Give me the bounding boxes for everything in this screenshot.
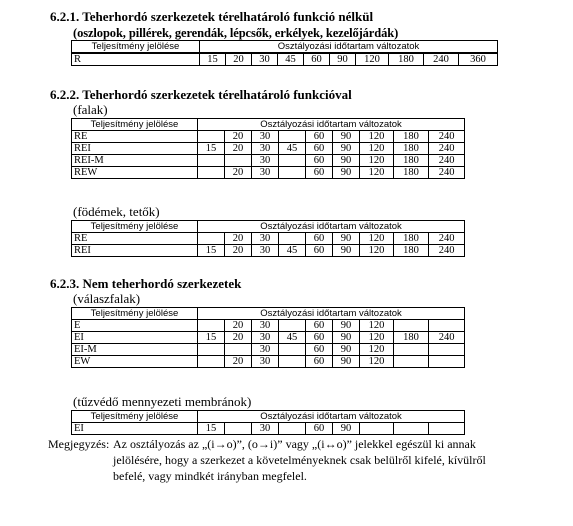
table-cell: 30 <box>252 233 279 245</box>
table-cell: 180 <box>394 143 429 155</box>
table-cell: 30 <box>252 332 279 344</box>
row-label: E <box>72 320 198 332</box>
table-cell: 20 <box>225 245 252 257</box>
table-cell: 120 <box>360 143 394 155</box>
table-cell: 20 <box>225 143 252 155</box>
header-duration-label: Osztályozási időtartam változatok <box>198 411 465 423</box>
table-cell: 120 <box>360 356 394 368</box>
table-cell: 90 <box>330 53 356 66</box>
row-label: REI-M <box>72 155 198 167</box>
table-cell: 20 <box>225 320 252 332</box>
table-cell: 120 <box>360 320 394 332</box>
table-cell: 45 <box>279 245 306 257</box>
note-line-1: Az osztályozás az „(i→o)”, (o→i)” vagy „(i↔o)” jelekkel egészül ki annak <box>113 437 476 451</box>
table-cell: 60 <box>306 155 333 167</box>
table-cell: 240 <box>429 143 465 155</box>
table-cell: 180 <box>394 131 429 143</box>
table-cell: 120 <box>360 167 394 179</box>
section-title-6-2-3: 6.2.3. Nem teherhordó szerkezetek <box>50 276 242 291</box>
table-cell <box>225 423 252 435</box>
table-cell: 45 <box>279 332 306 344</box>
table-cell <box>279 233 306 245</box>
section-title-6-2-1: 6.2.1. Teherhordó szerkezetek térelhatároló funkció nélkül <box>50 9 374 24</box>
table-cell <box>429 356 465 368</box>
table-cell: 30 <box>252 143 279 155</box>
header-performance-label: Teljesítmény jelölése <box>72 221 198 233</box>
table-row <box>72 167 465 179</box>
table-cell: 60 <box>306 423 333 435</box>
table-cell: 60 <box>306 320 333 332</box>
table-cell: 60 <box>306 344 333 356</box>
note-label: Megjegyzés: <box>48 437 110 451</box>
table-cell: 30 <box>252 423 279 435</box>
table-cell: 180 <box>394 332 429 344</box>
table-cell <box>429 344 465 356</box>
table-cell: 90 <box>333 143 360 155</box>
table-row <box>72 155 465 167</box>
table-cell: 240 <box>429 167 465 179</box>
table-row <box>72 356 465 368</box>
row-label: RE <box>72 233 198 245</box>
table-cell: 90 <box>333 332 360 344</box>
table-cell: 120 <box>360 332 394 344</box>
table-cell: 90 <box>333 320 360 332</box>
table-partitions <box>71 307 465 368</box>
table-cell: 20 <box>225 233 252 245</box>
table-cell: 15 <box>198 332 225 344</box>
table-cell: 90 <box>333 423 360 435</box>
table-cell: 240 <box>424 53 459 66</box>
header-performance-label: Teljesítmény jelölése <box>72 308 198 320</box>
table-header-row <box>72 411 465 423</box>
table-cell: 240 <box>429 332 465 344</box>
table-cell <box>198 131 225 143</box>
table-cell: 90 <box>333 167 360 179</box>
table-cell: 240 <box>429 245 465 257</box>
table-cell: 20 <box>225 131 252 143</box>
row-label: REW <box>72 167 198 179</box>
table-cell: 15 <box>198 423 225 435</box>
table-cell: 30 <box>252 356 279 368</box>
table-cell: 120 <box>360 233 394 245</box>
table-cell: 30 <box>252 53 278 66</box>
table-cell <box>279 423 306 435</box>
table-cell <box>198 344 225 356</box>
header-performance-label: Teljesítmény jelölése <box>72 411 198 423</box>
table-walls <box>71 118 465 179</box>
table-cell: 30 <box>252 245 279 257</box>
table-cell: 30 <box>252 167 279 179</box>
header-duration-label: Osztályozási időtartam változatok <box>198 119 465 131</box>
table-cell: 240 <box>429 131 465 143</box>
table-cell: 60 <box>306 167 333 179</box>
table-cell: 60 <box>306 356 333 368</box>
table-cell <box>279 155 306 167</box>
table-row <box>72 131 465 143</box>
table-cell: 120 <box>360 155 394 167</box>
table-cell: 30 <box>252 155 279 167</box>
table-cell <box>394 423 429 435</box>
table-cell: 240 <box>429 155 465 167</box>
table-row <box>72 320 465 332</box>
table-cell <box>225 344 252 356</box>
subsection-label-partitions: (válaszfalak) <box>73 291 141 306</box>
row-label: REI <box>72 143 198 155</box>
table-cell: 30 <box>252 131 279 143</box>
subsection-label-membranes: (tűzvédő mennyezeti membránok) <box>73 394 252 409</box>
table-cell: 120 <box>360 344 394 356</box>
row-label: RE <box>72 131 198 143</box>
table-cell <box>198 155 225 167</box>
header-duration-label: Osztályozási időtartam változatok <box>200 41 498 54</box>
table-header-row <box>72 119 465 131</box>
table-cell: 90 <box>333 344 360 356</box>
table-cell: 60 <box>304 53 330 66</box>
table-header-row <box>72 41 498 54</box>
table-cell: 20 <box>225 167 252 179</box>
table-cell <box>225 155 252 167</box>
table-row <box>72 344 465 356</box>
table-cell: 90 <box>333 356 360 368</box>
table-cell <box>429 320 465 332</box>
subsection-label-walls: (falak) <box>73 102 108 117</box>
table-cell: 90 <box>333 155 360 167</box>
row-label: EI <box>72 332 198 344</box>
row-label: EI <box>72 423 198 435</box>
table-cell <box>394 320 429 332</box>
table-cell: 240 <box>429 233 465 245</box>
table-floors <box>71 220 465 257</box>
section-subtitle-6-2-1: (oszlopok, pillérek, gerendák, lépcsők, erkélyek, kezelőjárdák) <box>73 26 399 40</box>
table-cell: 20 <box>225 356 252 368</box>
table-cell <box>360 423 394 435</box>
table-cell: 20 <box>226 53 252 66</box>
note-line-3: befelé, vagy mindkét irányban megfelel. <box>113 469 307 483</box>
table-cell: 45 <box>279 143 306 155</box>
table-cell: 120 <box>360 131 394 143</box>
table-cell: 180 <box>394 233 429 245</box>
note-line-2: jelölésére, hogy a szerkezet a követelményeknek csak belülről kifelé, kívülről <box>113 453 486 467</box>
table-r-classes <box>71 40 498 66</box>
table-cell: 45 <box>278 53 304 66</box>
table-header-row <box>72 308 465 320</box>
table-cell: 120 <box>356 53 389 66</box>
table-cell: 60 <box>306 131 333 143</box>
table-cell: 30 <box>252 320 279 332</box>
table-cell <box>198 233 225 245</box>
table-cell: 15 <box>200 53 226 66</box>
table-header-row <box>72 221 465 233</box>
row-label: EI-M <box>72 344 198 356</box>
table-cell: 60 <box>306 332 333 344</box>
row-label: REI <box>72 245 198 257</box>
header-duration-label: Osztályozási időtartam változatok <box>198 221 465 233</box>
table-cell: 30 <box>252 344 279 356</box>
table-cell <box>429 423 465 435</box>
table-cell: 15 <box>198 143 225 155</box>
table-cell: 360 <box>459 53 498 66</box>
table-cell <box>279 344 306 356</box>
table-row <box>72 245 465 257</box>
table-membranes <box>71 410 465 435</box>
table-cell: 180 <box>394 245 429 257</box>
header-performance-label: Teljesítmény jelölése <box>72 41 200 54</box>
header-duration-label: Osztályozási időtartam változatok <box>198 308 465 320</box>
table-cell: 180 <box>394 155 429 167</box>
table-cell <box>279 167 306 179</box>
table-row <box>72 143 465 155</box>
table-cell <box>198 320 225 332</box>
section-title-6-2-2: 6.2.2. Teherhordó szerkezetek térelhatároló funkcióval <box>50 87 352 102</box>
table-cell: 60 <box>306 245 333 257</box>
table-cell: 180 <box>389 53 424 66</box>
table-cell <box>394 344 429 356</box>
table-cell <box>198 167 225 179</box>
subsection-label-floors: (födémek, tetők) <box>73 204 160 219</box>
table-cell <box>394 356 429 368</box>
row-label: R <box>72 53 200 66</box>
table-row <box>72 423 465 435</box>
table-cell <box>279 356 306 368</box>
table-cell: 20 <box>225 332 252 344</box>
table-cell: 60 <box>306 143 333 155</box>
table-cell: 90 <box>333 233 360 245</box>
table-cell <box>279 131 306 143</box>
table-row <box>72 332 465 344</box>
table-row <box>72 233 465 245</box>
row-label: EW <box>72 356 198 368</box>
table-cell: 15 <box>198 245 225 257</box>
header-performance-label: Teljesítmény jelölése <box>72 119 198 131</box>
table-cell: 90 <box>333 131 360 143</box>
table-cell: 180 <box>394 167 429 179</box>
table-row <box>72 53 498 66</box>
table-cell: 120 <box>360 245 394 257</box>
table-cell: 90 <box>333 245 360 257</box>
table-cell <box>279 320 306 332</box>
table-cell: 60 <box>306 233 333 245</box>
table-cell <box>198 356 225 368</box>
